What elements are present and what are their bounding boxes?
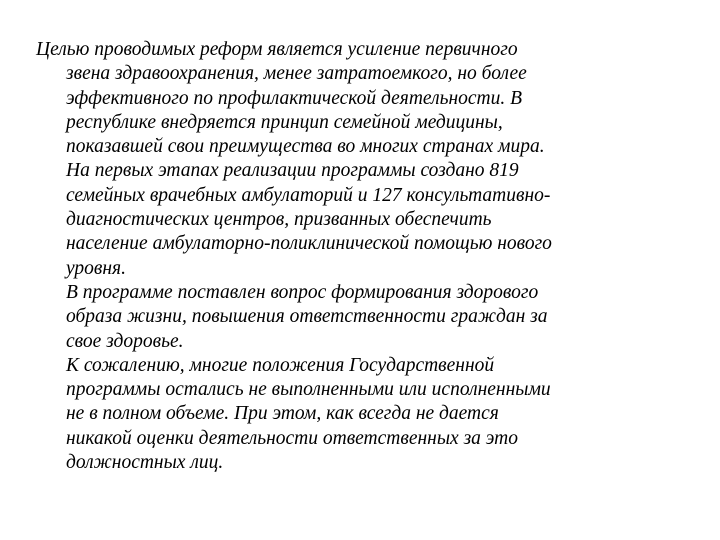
text-line: свое здоровье. <box>66 330 184 352</box>
text-line: должностных лиц. <box>66 452 224 474</box>
text-line: семейных врачебных амбулаторий и 127 консультативно- <box>66 184 551 206</box>
text-line: республике внедряется принцип семейной медицины, <box>66 111 503 133</box>
text-line: образа жизни, повышения ответственности граждан за <box>66 306 548 328</box>
text-line: В программе поставлен вопрос формирования здорового <box>66 281 539 303</box>
text-line: Целью проводимых реформ является усиление первичного <box>36 39 518 60</box>
text-line: На первых этапах реализации программы создано 819 <box>66 160 519 182</box>
text-line: эффективного по профилактической деятельности. В <box>66 87 523 109</box>
text-line: программы остались не выполненными или исполненными <box>66 379 551 401</box>
text-line: диагностических центров, призванных обеспечить <box>66 209 492 231</box>
text-line: показавшей свои преимущества во многих странах мира. <box>66 136 545 158</box>
text-line: уровня. <box>66 257 126 279</box>
text-line: население амбулаторно-поликлинической помощью нового <box>66 233 552 255</box>
text-line: К сожалению, многие положения Государственной <box>66 354 495 376</box>
text-line: не в полном объеме. При этом, как всегда не дается <box>66 403 499 425</box>
body-text <box>36 38 696 475</box>
text-line: звена здравоохранения, менее затратоемкого, но более <box>66 63 527 85</box>
text-line: никакой оценки деятельности ответственных за это <box>66 427 518 449</box>
